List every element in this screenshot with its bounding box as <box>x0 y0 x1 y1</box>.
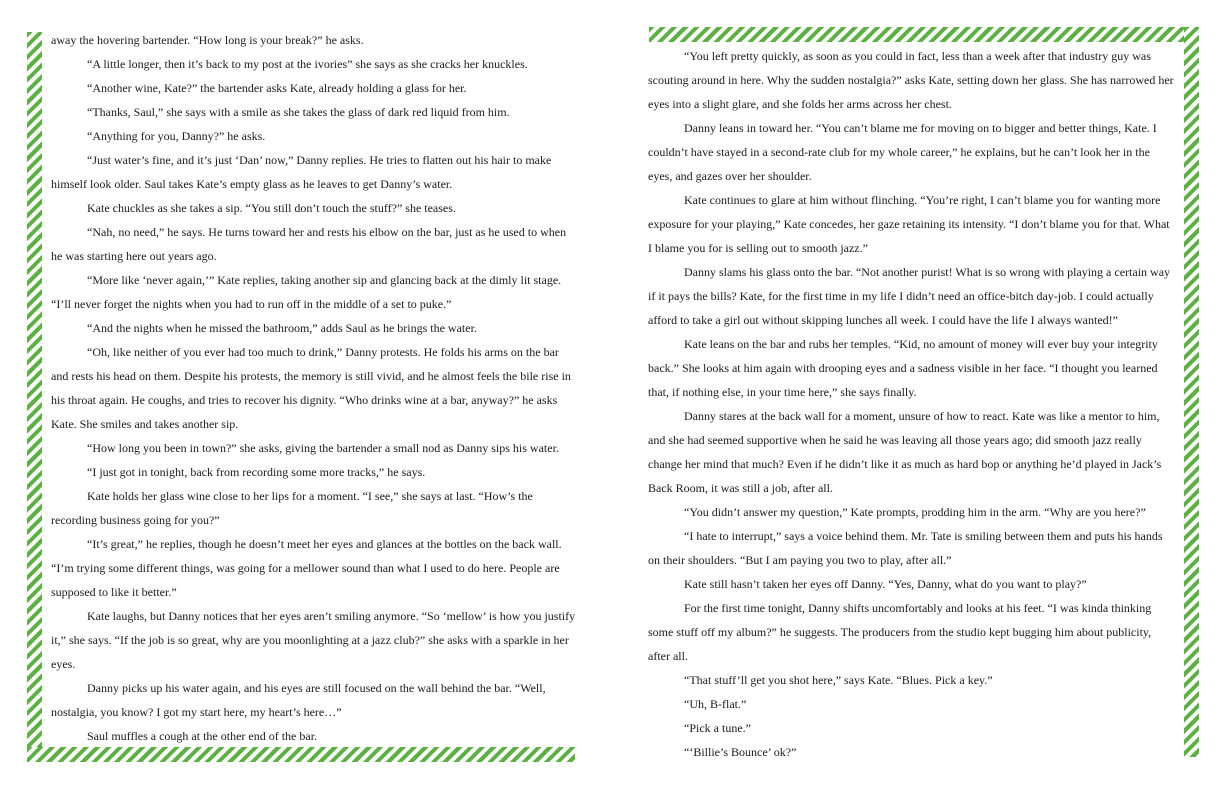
paragraph: “Anything for you, Danny?” he asks. <box>87 129 266 143</box>
paragraph: “That stuff’ll get you shot here,” says Kate. “Blues. Pick a key.” <box>684 673 993 687</box>
striped-border-right <box>1184 27 1199 757</box>
paragraph: “More like ‘never again,’” Kate replies, taking another sip and glancing back at the dimly lit stage. “I’ll never forget the nights when you had to run off in the middle of a set to puke.” <box>51 273 562 311</box>
paragraph: Kate still hasn’t taken her eyes off Danny. “Yes, Danny, what do you want to play?” <box>684 577 1087 591</box>
paragraph: Kate laughs, but Danny notices that her eyes aren’t smiling anymore. “So ‘mellow’ is how you justify it,” she says. “If the job is so great, why are you moonlighting at a jazz club?” she asks with a sparkle in her eyes. <box>51 609 576 671</box>
paragraph: Kate holds her glass wine close to her lips for a moment. “I see,” she says at last. “How’s the recording business going for you?” <box>51 489 533 527</box>
paragraph: “Uh, B-flat.” <box>684 697 747 711</box>
paragraph: For the first time tonight, Danny shifts uncomfortably and looks at his feet. “I was kinda thinking some stuff off my album?” he suggests. The producers from the studio kept bugging him about publicity, after all. <box>648 601 1152 663</box>
striped-border-left <box>27 32 42 762</box>
paragraph: “How long you been in town?” she asks, giving the bartender a small nod as Danny sips his water. <box>87 441 559 455</box>
paragraph: “Another wine, Kate?” the bartender asks Kate, already holding a glass for her. <box>87 81 467 95</box>
right-page-text <box>648 44 1174 764</box>
paragraph: “You didn’t answer my question,” Kate prompts, prodding him in the arm. “Why are you here?” <box>684 505 1146 519</box>
paragraph: Danny stares at the back wall for a moment, unsure of how to react. Kate was like a mentor to him, and she had seemed supportive when he said he was leaving all those years ago; did smooth jazz really change her mind that much? Even if he didn’t like it as much as hard bop or anything he’d played in Jack’s Back Room, it was still a job, after all. <box>648 409 1162 495</box>
paragraph: “Nah, no need,” he says. He turns toward her and rests his elbow on the bar, just as he used to when he was starting here out years ago. <box>51 225 567 263</box>
striped-border-top <box>649 27 1199 42</box>
paragraph: Danny slams his glass onto the bar. “Not another purist! What is so wrong with playing a certain way if it pays the bills? Kate, for the first time in my life I didn’t need an office-bitch day-job. I could actually afford to take a girl out without skipping lunches all week. I could have the life I always wanted!” <box>648 265 1171 327</box>
paragraph: “‘Billie’s Bounce’ ok?” <box>684 745 797 759</box>
paragraph: away the hovering bartender. “How long is your break?” he asks. <box>51 33 364 47</box>
paragraph: “Just water’s fine, and it’s just ‘Dan’ now,” Danny replies. He tries to flatten out his hair to make himself look older. Saul takes Kate’s empty glass as he leaves to get Danny’s water. <box>51 153 552 191</box>
paragraph: Danny picks up his water again, and his eyes are still focused on the wall behind the bar. “Well, nostalgia, you know? I got my start here, my heart’s here…” <box>51 681 546 719</box>
paragraph: “Oh, like neither of you ever had too much to drink,” Danny protests. He folds his arms on the bar and rests his head on them. Despite his protests, the memory is still vivid, and he almost feels the bile rise in his throat again. He coughs, and tries to recover his dignity. “Who drinks wine at a bar, anyway?” he asks Kate. She smiles and takes another sip. <box>51 345 571 431</box>
paragraph: “Thanks, Saul,” she says with a smile as she takes the glass of dark red liquid from him. <box>87 105 510 119</box>
paragraph: Danny leans in toward her. “You can’t blame me for moving on to bigger and better things, Kate. I couldn’t have stayed in a second-rate club for my whole career,” he explains, but he can’t look her in the eyes, and gazes over her shoulder. <box>648 121 1157 183</box>
paragraph: Kate continues to glare at him without flinching. “You’re right, I can’t blame you for wanting more exposure for your playing,” Kate concedes, her gaze retaining its intensity. “I don’t blame you for that. What I blame you for is selling out to smooth jazz.” <box>648 193 1170 255</box>
paragraph: “You left pretty quickly, as soon as you could in fact, less than a week after that industry guy was scouting around in here. Why the sudden nostalgia?” asks Kate, setting down her glass. She has narrowed her eyes into a slight glare, and she folds her arms across her chest. <box>648 49 1174 111</box>
paragraph: “I just got in tonight, back from recording some more tracks,” he says. <box>87 465 426 479</box>
paragraph: Saul muffles a cough at the other end of the bar. <box>87 729 318 743</box>
paragraph: “I hate to interrupt,” says a voice behind them. Mr. Tate is smiling between them and puts his hands on their shoulders. “But I am paying you two to play, after all.” <box>648 529 1163 567</box>
paragraph: “Pick a tune.” <box>684 721 751 735</box>
left-page-text <box>51 28 578 748</box>
right-page <box>612 0 1224 792</box>
paragraph: “And the nights when he missed the bathroom,” adds Saul as he brings the water. <box>87 321 477 335</box>
paragraph: Kate leans on the bar and rubs her temples. “Kid, no amount of money will ever buy your integrity back.” She looks at him again with drooping eyes and a sadness visible in her face. “I thought you learned that, if nothing else, in your time here,” she says finally. <box>648 337 1158 399</box>
striped-border-bottom <box>27 747 575 762</box>
paragraph: “It’s great,” he replies, though he doesn’t meet her eyes and glances at the bottles on the back wall. “I’m trying some different things, was going for a mellower sound than what I used to do here. People are supposed to like it better.” <box>51 537 562 599</box>
paragraph: “A little longer, then it’s back to my post at the ivories” she says as she cracks her knuckles. <box>87 57 528 71</box>
paragraph: Kate chuckles as she takes a sip. “You still don’t touch the stuff?” she teases. <box>87 201 456 215</box>
